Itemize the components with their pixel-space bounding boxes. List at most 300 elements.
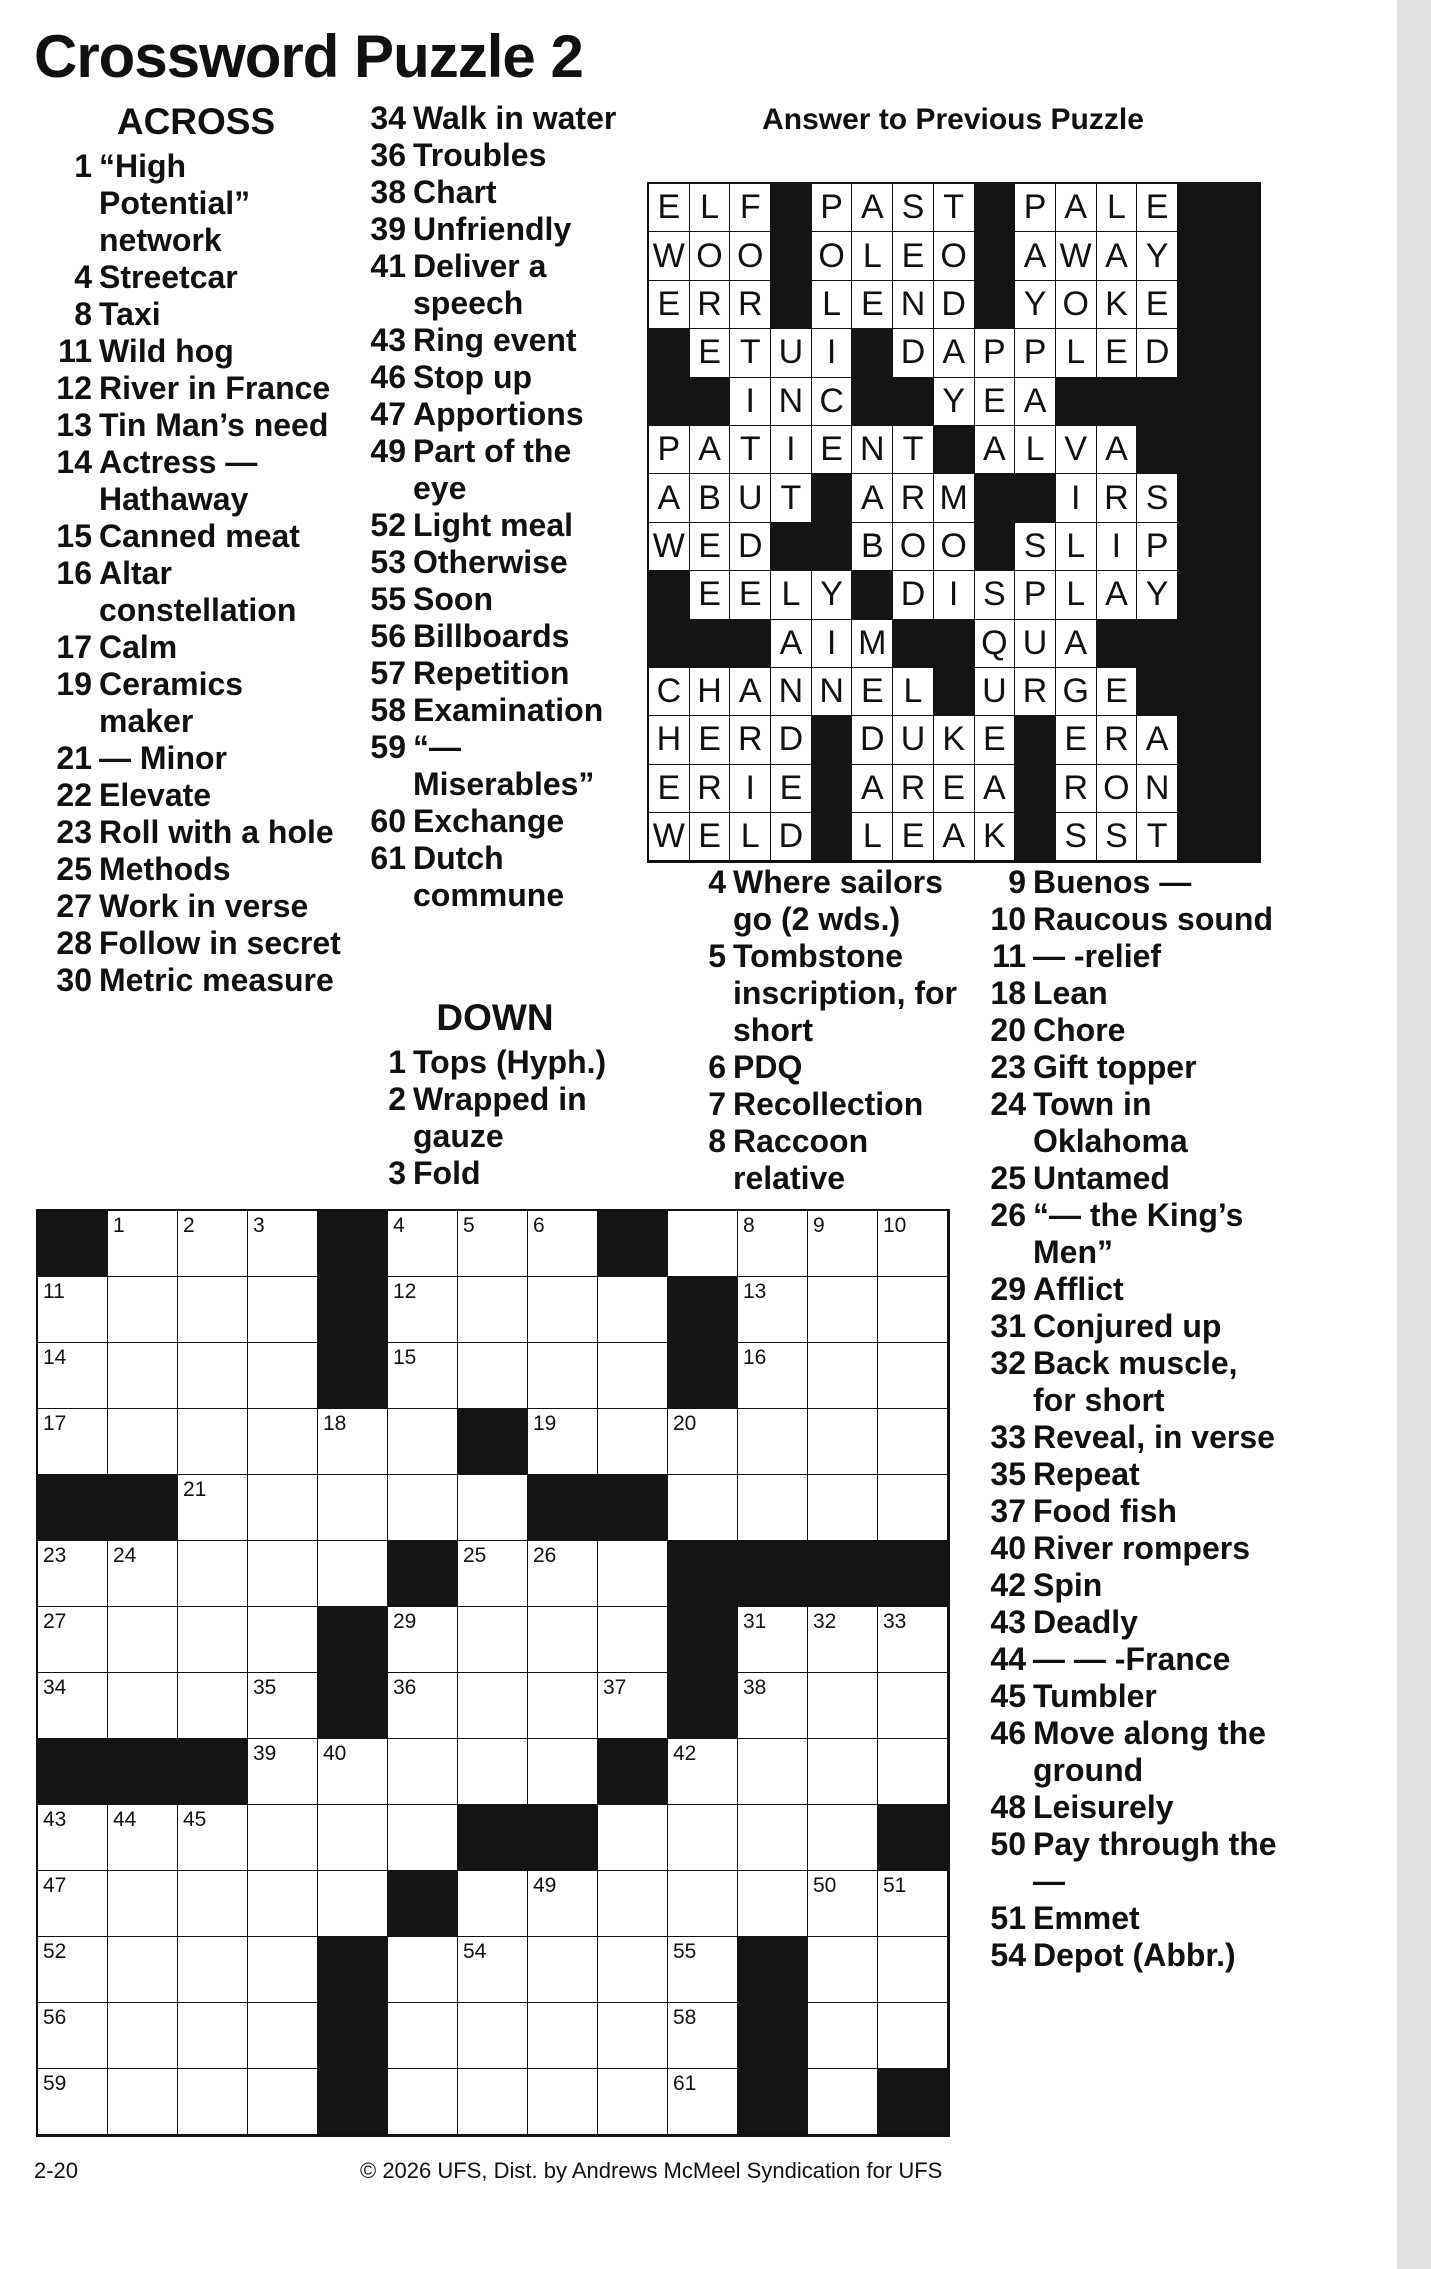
grid-entry-square[interactable] xyxy=(108,1343,178,1409)
grid-entry-square[interactable] xyxy=(808,1739,878,1805)
down-clue-29 xyxy=(980,1271,1280,1308)
across-clue-number: 30 xyxy=(56,962,92,998)
grid-entry-square[interactable] xyxy=(388,1607,458,1673)
grid-entry-square[interactable] xyxy=(528,1673,598,1739)
grid-entry-square[interactable] xyxy=(388,1937,458,2003)
across-clue-text: River in France xyxy=(99,370,331,406)
answer-black-square xyxy=(1137,620,1178,668)
grid-entry-square[interactable] xyxy=(388,1739,458,1805)
across-clue-61 xyxy=(360,840,630,914)
grid-entry-square[interactable] xyxy=(178,2069,248,2135)
down-clue-number: 31 xyxy=(990,1308,1026,1344)
grid-entry-square[interactable] xyxy=(178,1805,248,1871)
answer-black-square xyxy=(649,620,690,668)
grid-entry-square[interactable] xyxy=(108,1673,178,1739)
down-clue-25 xyxy=(980,1160,1280,1197)
grid-entry-square[interactable] xyxy=(598,1409,668,1475)
grid-entry-square[interactable] xyxy=(668,1739,738,1805)
down-clue-number: 8 xyxy=(708,1123,726,1159)
across-clue-number: 4 xyxy=(74,259,92,295)
grid-entry-square[interactable] xyxy=(318,1871,388,1937)
grid-clue-number: 11 xyxy=(43,1280,65,1303)
grid-entry-square[interactable] xyxy=(458,1211,528,1277)
grid-entry-square[interactable] xyxy=(38,1409,108,1475)
grid-entry-square[interactable] xyxy=(458,1739,528,1805)
grid-entry-square[interactable] xyxy=(878,1937,948,2003)
grid-entry-square[interactable] xyxy=(528,1409,598,1475)
grid-entry-square[interactable] xyxy=(808,2003,878,2069)
grid-entry-square[interactable] xyxy=(528,1277,598,1343)
grid-entry-square[interactable] xyxy=(458,1871,528,1937)
down-clue-text: Buenos — xyxy=(1033,864,1192,900)
grid-black-square xyxy=(668,1277,738,1343)
grid-entry-square[interactable] xyxy=(878,1343,948,1409)
answer-black-square xyxy=(1178,281,1219,329)
grid-entry-square[interactable] xyxy=(248,2069,318,2135)
grid-entry-square[interactable] xyxy=(878,1871,948,1937)
grid-entry-square[interactable] xyxy=(248,1937,318,2003)
grid-entry-square[interactable] xyxy=(458,1673,528,1739)
grid-entry-square[interactable] xyxy=(808,1871,878,1937)
grid-entry-square[interactable] xyxy=(248,1805,318,1871)
grid-entry-square[interactable] xyxy=(878,1607,948,1673)
grid-clue-number: 47 xyxy=(43,1874,67,1897)
grid-entry-square[interactable] xyxy=(248,2003,318,2069)
across-clue-number: 13 xyxy=(56,407,92,443)
grid-entry-square[interactable] xyxy=(318,1475,388,1541)
grid-entry-square[interactable] xyxy=(318,1541,388,1607)
down-clue-44 xyxy=(980,1641,1280,1678)
across-clue-number: 56 xyxy=(370,618,406,654)
down-clue-text: Wrapped in gauze xyxy=(413,1081,587,1154)
down-clue-3 xyxy=(360,1155,630,1192)
grid-entry-square[interactable] xyxy=(808,1673,878,1739)
answer-letter-cell: P xyxy=(975,329,1016,377)
grid-black-square xyxy=(318,1343,388,1409)
down-clue-number: 5 xyxy=(708,938,726,974)
across-clue-11 xyxy=(46,333,346,370)
grid-entry-square[interactable] xyxy=(388,2003,458,2069)
grid-entry-square[interactable] xyxy=(178,1343,248,1409)
grid-entry-square[interactable] xyxy=(668,1871,738,1937)
down-clue-text: Pay through the — xyxy=(1033,1826,1277,1899)
grid-entry-square[interactable] xyxy=(38,2003,108,2069)
answer-black-square xyxy=(1178,813,1219,861)
grid-clue-number: 36 xyxy=(393,1676,417,1699)
answer-letter-cell: O xyxy=(730,232,771,280)
grid-entry-square[interactable] xyxy=(808,1211,878,1277)
grid-entry-square[interactable] xyxy=(808,1343,878,1409)
grid-black-square xyxy=(598,1475,668,1541)
grid-black-square xyxy=(738,1541,808,1607)
answer-black-square xyxy=(690,378,731,426)
grid-entry-square[interactable] xyxy=(388,2069,458,2135)
page-title: Crossword Puzzle 2 xyxy=(34,23,583,90)
answer-black-square xyxy=(1178,765,1219,813)
grid-entry-square[interactable] xyxy=(178,1673,248,1739)
grid-clue-number: 33 xyxy=(883,1610,907,1633)
answer-letter-cell: A xyxy=(852,184,893,232)
grid-entry-square[interactable] xyxy=(178,2003,248,2069)
across-clue-58 xyxy=(360,692,630,729)
down-clue-number: 23 xyxy=(990,1049,1026,1085)
grid-entry-square[interactable] xyxy=(528,1937,598,2003)
grid-entry-square[interactable] xyxy=(178,1607,248,1673)
grid-entry-square[interactable] xyxy=(178,1277,248,1343)
grid-entry-square[interactable] xyxy=(878,1475,948,1541)
grid-entry-square[interactable] xyxy=(598,1277,668,1343)
grid-entry-square[interactable] xyxy=(248,1607,318,1673)
grid-black-square xyxy=(598,1211,668,1277)
answer-letter-cell: S xyxy=(1097,813,1138,861)
grid-entry-square[interactable] xyxy=(108,1871,178,1937)
grid-entry-square[interactable] xyxy=(808,2069,878,2135)
grid-entry-square[interactable] xyxy=(598,1871,668,1937)
down-clue-4 xyxy=(680,864,980,938)
across-clue-number: 16 xyxy=(56,555,92,591)
grid-entry-square[interactable] xyxy=(878,1277,948,1343)
grid-entry-square[interactable] xyxy=(878,1673,948,1739)
grid-entry-square[interactable] xyxy=(528,1211,598,1277)
across-clue-number: 19 xyxy=(56,666,92,702)
grid-entry-square[interactable] xyxy=(528,1739,598,1805)
answer-letter-cell: I xyxy=(730,378,771,426)
answer-letter-cell: R xyxy=(893,474,934,522)
grid-entry-square[interactable] xyxy=(108,1211,178,1277)
across-clue-15 xyxy=(46,518,346,555)
across-clue-1 xyxy=(46,148,346,259)
grid-entry-square[interactable] xyxy=(528,2003,598,2069)
grid-entry-square[interactable] xyxy=(458,1475,528,1541)
grid-entry-square[interactable] xyxy=(668,2003,738,2069)
grid-black-square xyxy=(668,1673,738,1739)
grid-entry-square[interactable] xyxy=(248,1541,318,1607)
across-clue-number: 55 xyxy=(370,581,406,617)
grid-entry-square[interactable] xyxy=(598,1541,668,1607)
answer-letter-cell: E xyxy=(893,232,934,280)
grid-entry-square[interactable] xyxy=(528,1871,598,1937)
grid-entry-square[interactable] xyxy=(38,1871,108,1937)
grid-entry-square[interactable] xyxy=(668,1211,738,1277)
grid-entry-square[interactable] xyxy=(458,2003,528,2069)
answer-letter-cell: O xyxy=(934,523,975,571)
grid-entry-square[interactable] xyxy=(108,2003,178,2069)
grid-entry-square[interactable] xyxy=(738,1409,808,1475)
answer-letter-cell: S xyxy=(1056,813,1097,861)
grid-entry-square[interactable] xyxy=(388,1805,458,1871)
grid-entry-square[interactable] xyxy=(318,1805,388,1871)
grid-entry-square[interactable] xyxy=(738,1211,808,1277)
across-clue-number: 34 xyxy=(370,100,406,136)
answer-letter-cell: P xyxy=(1015,329,1056,377)
answer-letter-cell: A xyxy=(649,474,690,522)
grid-clue-number: 13 xyxy=(743,1280,767,1303)
across-clue-number: 23 xyxy=(56,814,92,850)
answer-letter-cell: C xyxy=(812,378,853,426)
grid-entry-square[interactable] xyxy=(318,1409,388,1475)
grid-entry-square[interactable] xyxy=(248,1277,318,1343)
grid-entry-square[interactable] xyxy=(178,1211,248,1277)
across-clue-number: 22 xyxy=(56,777,92,813)
down-clue-40 xyxy=(980,1530,1280,1567)
grid-entry-square[interactable] xyxy=(598,2003,668,2069)
across-clue-number: 14 xyxy=(56,444,92,480)
grid-entry-square[interactable] xyxy=(738,1607,808,1673)
grid-entry-square[interactable] xyxy=(178,1541,248,1607)
grid-entry-square[interactable] xyxy=(878,1409,948,1475)
answer-letter-cell: A xyxy=(1097,571,1138,619)
grid-entry-square[interactable] xyxy=(458,2069,528,2135)
grid-entry-square[interactable] xyxy=(668,1937,738,2003)
grid-entry-square[interactable] xyxy=(598,1673,668,1739)
across-clue-number: 47 xyxy=(370,396,406,432)
grid-black-square xyxy=(318,2069,388,2135)
grid-entry-square[interactable] xyxy=(388,1673,458,1739)
across-clue-text: Otherwise xyxy=(413,544,568,580)
answer-letter-cell: R xyxy=(893,765,934,813)
grid-entry-square[interactable] xyxy=(738,1805,808,1871)
grid-entry-square[interactable] xyxy=(178,1871,248,1937)
down-column-2 xyxy=(680,864,980,1197)
grid-entry-square[interactable] xyxy=(38,2069,108,2135)
across-clue-text: Ceramics maker xyxy=(99,666,244,739)
grid-entry-square[interactable] xyxy=(108,2069,178,2135)
grid-entry-square[interactable] xyxy=(598,1937,668,2003)
down-clue-number: 29 xyxy=(990,1271,1026,1307)
grid-entry-square[interactable] xyxy=(458,1277,528,1343)
grid-entry-square[interactable] xyxy=(528,1541,598,1607)
across-clue-text: Methods xyxy=(99,851,231,887)
grid-black-square xyxy=(318,2003,388,2069)
grid-entry-square[interactable] xyxy=(388,1475,458,1541)
answer-black-square xyxy=(812,474,853,522)
grid-entry-square[interactable] xyxy=(248,1475,318,1541)
answer-letter-cell: N xyxy=(1137,765,1178,813)
across-clue-text: Chart xyxy=(413,174,497,210)
grid-entry-square[interactable] xyxy=(38,1805,108,1871)
answer-black-square xyxy=(1015,765,1056,813)
answer-letter-cell: D xyxy=(771,813,812,861)
grid-entry-square[interactable] xyxy=(248,1343,318,1409)
grid-clue-number: 32 xyxy=(813,1610,837,1633)
grid-clue-number: 55 xyxy=(673,1940,697,1963)
grid-entry-square[interactable] xyxy=(808,1475,878,1541)
grid-entry-square[interactable] xyxy=(878,2003,948,2069)
grid-entry-square[interactable] xyxy=(598,1805,668,1871)
down-clue-text: Afflict xyxy=(1033,1271,1124,1307)
grid-entry-square[interactable] xyxy=(248,1871,318,1937)
grid-entry-square[interactable] xyxy=(808,1607,878,1673)
grid-entry-square[interactable] xyxy=(388,1409,458,1475)
across-clue-number: 60 xyxy=(370,803,406,839)
answer-black-square xyxy=(934,426,975,474)
down-clue-6 xyxy=(680,1049,980,1086)
down-clue-number: 51 xyxy=(990,1900,1026,1936)
crossword-grid xyxy=(36,1209,950,2137)
grid-entry-square[interactable] xyxy=(668,1409,738,1475)
grid-entry-square[interactable] xyxy=(388,1343,458,1409)
grid-entry-square[interactable] xyxy=(668,2069,738,2135)
answer-letter-cell: U xyxy=(771,329,812,377)
grid-entry-square[interactable] xyxy=(38,1673,108,1739)
grid-entry-square[interactable] xyxy=(38,1343,108,1409)
down-clue-33 xyxy=(980,1419,1280,1456)
across-clue-57 xyxy=(360,655,630,692)
grid-clue-number: 19 xyxy=(533,1412,557,1435)
across-clue-text: Tin Man’s need xyxy=(99,407,329,443)
down-clue-text: Reveal, in verse xyxy=(1033,1419,1275,1455)
grid-entry-square[interactable] xyxy=(388,1277,458,1343)
grid-entry-square[interactable] xyxy=(108,1541,178,1607)
grid-entry-square[interactable] xyxy=(808,1277,878,1343)
across-clue-text: Roll with a hole xyxy=(99,814,334,850)
answer-letter-cell: P xyxy=(812,184,853,232)
answer-letter-cell: G xyxy=(1056,668,1097,716)
answer-black-square xyxy=(1219,474,1260,522)
answer-black-square xyxy=(852,571,893,619)
answer-letter-cell: E xyxy=(812,426,853,474)
answer-black-square xyxy=(649,571,690,619)
grid-entry-square[interactable] xyxy=(738,1343,808,1409)
across-clue-text: Examination xyxy=(413,692,604,728)
grid-entry-square[interactable] xyxy=(598,1607,668,1673)
grid-clue-number: 35 xyxy=(253,1676,277,1699)
answer-letter-cell: A xyxy=(1137,716,1178,764)
grid-entry-square[interactable] xyxy=(38,1277,108,1343)
grid-entry-square[interactable] xyxy=(178,1937,248,2003)
grid-clue-number: 45 xyxy=(183,1808,207,1831)
grid-entry-square[interactable] xyxy=(598,1343,668,1409)
answer-black-square xyxy=(1097,620,1138,668)
answer-letter-cell: N xyxy=(893,281,934,329)
answer-letter-cell: P xyxy=(1137,523,1178,571)
grid-entry-square[interactable] xyxy=(528,1607,598,1673)
grid-entry-square[interactable] xyxy=(458,1541,528,1607)
answer-letter-cell: E xyxy=(730,571,771,619)
answer-letter-cell: L xyxy=(893,668,934,716)
grid-entry-square[interactable] xyxy=(738,1277,808,1343)
grid-entry-square[interactable] xyxy=(738,1739,808,1805)
grid-entry-square[interactable] xyxy=(248,1211,318,1277)
grid-entry-square[interactable] xyxy=(108,1937,178,2003)
answer-letter-cell: E xyxy=(975,716,1016,764)
grid-entry-square[interactable] xyxy=(248,1673,318,1739)
grid-entry-square[interactable] xyxy=(878,1739,948,1805)
across-clue-22 xyxy=(46,777,346,814)
down-clue-number: 20 xyxy=(990,1012,1026,1048)
answer-letter-cell: E xyxy=(690,523,731,571)
answer-letter-cell: O xyxy=(1097,765,1138,813)
grid-entry-square[interactable] xyxy=(668,1475,738,1541)
grid-entry-square[interactable] xyxy=(388,1211,458,1277)
grid-entry-square[interactable] xyxy=(458,1343,528,1409)
grid-entry-square[interactable] xyxy=(178,1409,248,1475)
down-clue-number: 10 xyxy=(990,901,1026,937)
across-clue-text: Work in verse xyxy=(99,888,309,924)
grid-entry-square[interactable] xyxy=(598,2069,668,2135)
down-clue-number: 24 xyxy=(990,1086,1026,1122)
answer-letter-cell: W xyxy=(649,813,690,861)
grid-entry-square[interactable] xyxy=(668,1805,738,1871)
answer-black-square xyxy=(1015,474,1056,522)
answer-letter-cell: Y xyxy=(1137,571,1178,619)
grid-entry-square[interactable] xyxy=(248,1409,318,1475)
grid-clue-number: 16 xyxy=(743,1346,767,1369)
across-clue-17 xyxy=(46,629,346,666)
grid-entry-square[interactable] xyxy=(738,1475,808,1541)
answer-letter-cell: A xyxy=(975,426,1016,474)
answer-black-square xyxy=(975,184,1016,232)
answer-black-square xyxy=(771,523,812,571)
across-clue-text: Billboards xyxy=(413,618,570,654)
answer-letter-cell: U xyxy=(730,474,771,522)
answer-letter-cell: I xyxy=(812,329,853,377)
down-clue-text: Recollection xyxy=(733,1086,924,1122)
across-clue-text: Actress — Hathaway xyxy=(99,444,258,517)
answer-black-square xyxy=(771,184,812,232)
across-clue-41 xyxy=(360,248,630,322)
grid-entry-square[interactable] xyxy=(808,1805,878,1871)
grid-entry-square[interactable] xyxy=(738,1871,808,1937)
grid-entry-square[interactable] xyxy=(38,1541,108,1607)
grid-entry-square[interactable] xyxy=(808,1409,878,1475)
grid-entry-square[interactable] xyxy=(178,1475,248,1541)
grid-entry-square[interactable] xyxy=(108,1805,178,1871)
down-clue-text: PDQ xyxy=(733,1049,803,1085)
answer-letter-cell: N xyxy=(812,668,853,716)
answer-black-square xyxy=(1219,668,1260,716)
grid-entry-square[interactable] xyxy=(108,1607,178,1673)
grid-entry-square[interactable] xyxy=(458,1607,528,1673)
grid-entry-square[interactable] xyxy=(108,1409,178,1475)
grid-entry-square[interactable] xyxy=(38,1937,108,2003)
down-clue-number: 4 xyxy=(708,864,726,900)
grid-black-square xyxy=(318,1607,388,1673)
grid-entry-square[interactable] xyxy=(318,1739,388,1805)
grid-clue-number: 61 xyxy=(673,2072,697,2095)
answer-letter-cell: Q xyxy=(975,620,1016,668)
grid-entry-square[interactable] xyxy=(248,1739,318,1805)
grid-entry-square[interactable] xyxy=(878,1211,948,1277)
answer-letter-cell: A xyxy=(934,813,975,861)
answer-letter-cell: S xyxy=(893,184,934,232)
down-clue-number: 7 xyxy=(708,1086,726,1122)
answer-letter-cell: Y xyxy=(1137,232,1178,280)
grid-entry-square[interactable] xyxy=(808,1937,878,2003)
answer-letter-cell: A xyxy=(852,765,893,813)
grid-entry-square[interactable] xyxy=(38,1607,108,1673)
across-clue-25 xyxy=(46,851,346,888)
down-clue-number: 18 xyxy=(990,975,1026,1011)
grid-entry-square[interactable] xyxy=(738,1673,808,1739)
grid-entry-square[interactable] xyxy=(108,1277,178,1343)
grid-entry-square[interactable] xyxy=(528,1343,598,1409)
across-clue-text: Follow in secret xyxy=(99,925,341,961)
across-clue-text: Taxi xyxy=(99,296,161,332)
answer-letter-cell: W xyxy=(649,523,690,571)
grid-entry-square[interactable] xyxy=(528,2069,598,2135)
answer-letter-cell: U xyxy=(1015,620,1056,668)
down-clue-45 xyxy=(980,1678,1280,1715)
grid-clue-number: 14 xyxy=(43,1346,67,1369)
answer-black-square xyxy=(1056,378,1097,426)
answer-black-square xyxy=(1015,716,1056,764)
page-edge-strip xyxy=(1397,0,1431,2269)
down-clue-number: 45 xyxy=(990,1678,1026,1714)
answer-letter-cell: E xyxy=(1097,329,1138,377)
across-clue-number: 53 xyxy=(370,544,406,580)
grid-entry-square[interactable] xyxy=(458,1937,528,2003)
